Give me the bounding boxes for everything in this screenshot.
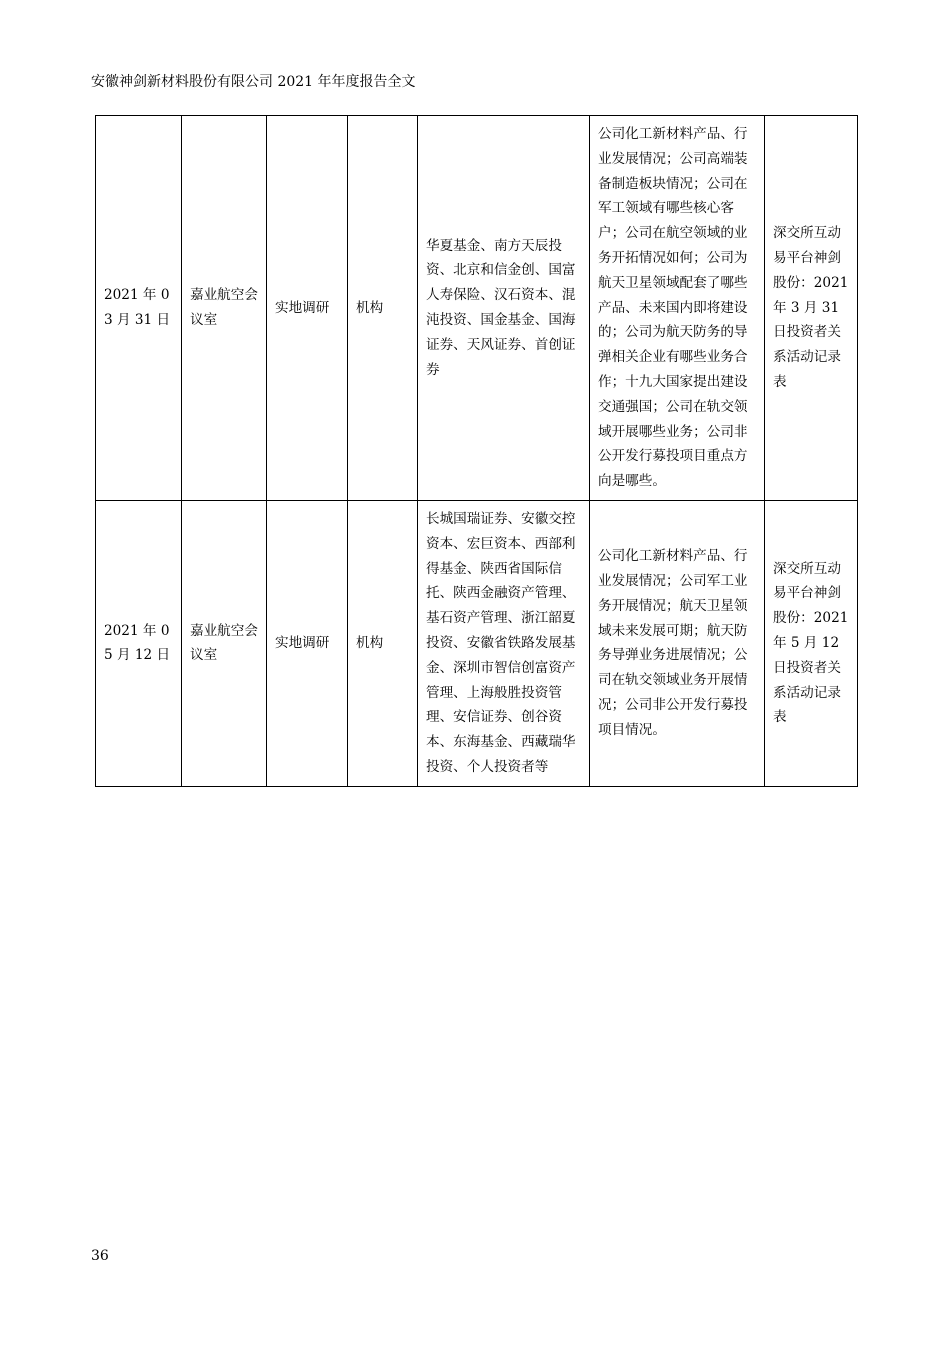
reception-place: 嘉业航空会议室	[182, 116, 267, 501]
reception-method: 实地调研	[267, 500, 348, 786]
visitor-type: 机构	[348, 500, 418, 786]
discussion-content: 公司化工新材料产品、行业发展情况；公司高端装备制造板块情况；公司在军工领域有哪些核心客户；公司在航空领域的业务开拓情况如何；公司为航天卫星领域配套了哪些产品、未来国内即将建设的；公司为航天防务的导弹相关企业有哪些业务合作；十九大国家提出建设交通强国；公司在轨交领域开展哪些业务；公司非公开发行募投项目重点方向是哪些。	[590, 116, 765, 501]
reception-method: 实地调研	[267, 116, 348, 501]
reception-date: 2021 年 03 月 31 日	[96, 116, 182, 501]
reception-place: 嘉业航空会议室	[182, 500, 267, 786]
record-index: 深交所互动易平台神剑股份：2021 年 3 月 31 日投资者关系活动记录表	[765, 116, 858, 501]
visitor-type: 机构	[348, 116, 418, 501]
reception-date: 2021 年 05 月 12 日	[96, 500, 182, 786]
report-header: 安徽神剑新材料股份有限公司 2021 年年度报告全文	[91, 74, 416, 90]
participants: 长城国瑞证券、安徽交控资本、宏巨资本、西部利得基金、陕西省国际信托、陕西金融资产管理、基石资产管理、浙江韶夏投资、安徽省铁路发展基金、深圳市智信创富资产管理、上海般胜投资管理、安信证券、创谷资本、东海基金、西藏瑞华投资、个人投资者等	[418, 500, 590, 786]
table-row	[96, 116, 858, 501]
record-index: 深交所互动易平台神剑股份：2021 年 5 月 12 日投资者关系活动记录表	[765, 500, 858, 786]
page-number: 36	[91, 1248, 109, 1264]
investor-relations-table	[95, 115, 858, 787]
table-row	[96, 500, 858, 786]
discussion-content: 公司化工新材料产品、行业发展情况；公司军工业务开展情况；航天卫星领域未来发展可期；航天防务导弹业务进展情况；公司在轨交领域业务开展情况；公司非公开发行募投项目情况。	[590, 500, 765, 786]
participants: 华夏基金、南方天辰投资、北京和信金创、国富人寿保险、汉石资本、混沌投资、国金基金、国海证券、天风证券、首创证券	[418, 116, 590, 501]
